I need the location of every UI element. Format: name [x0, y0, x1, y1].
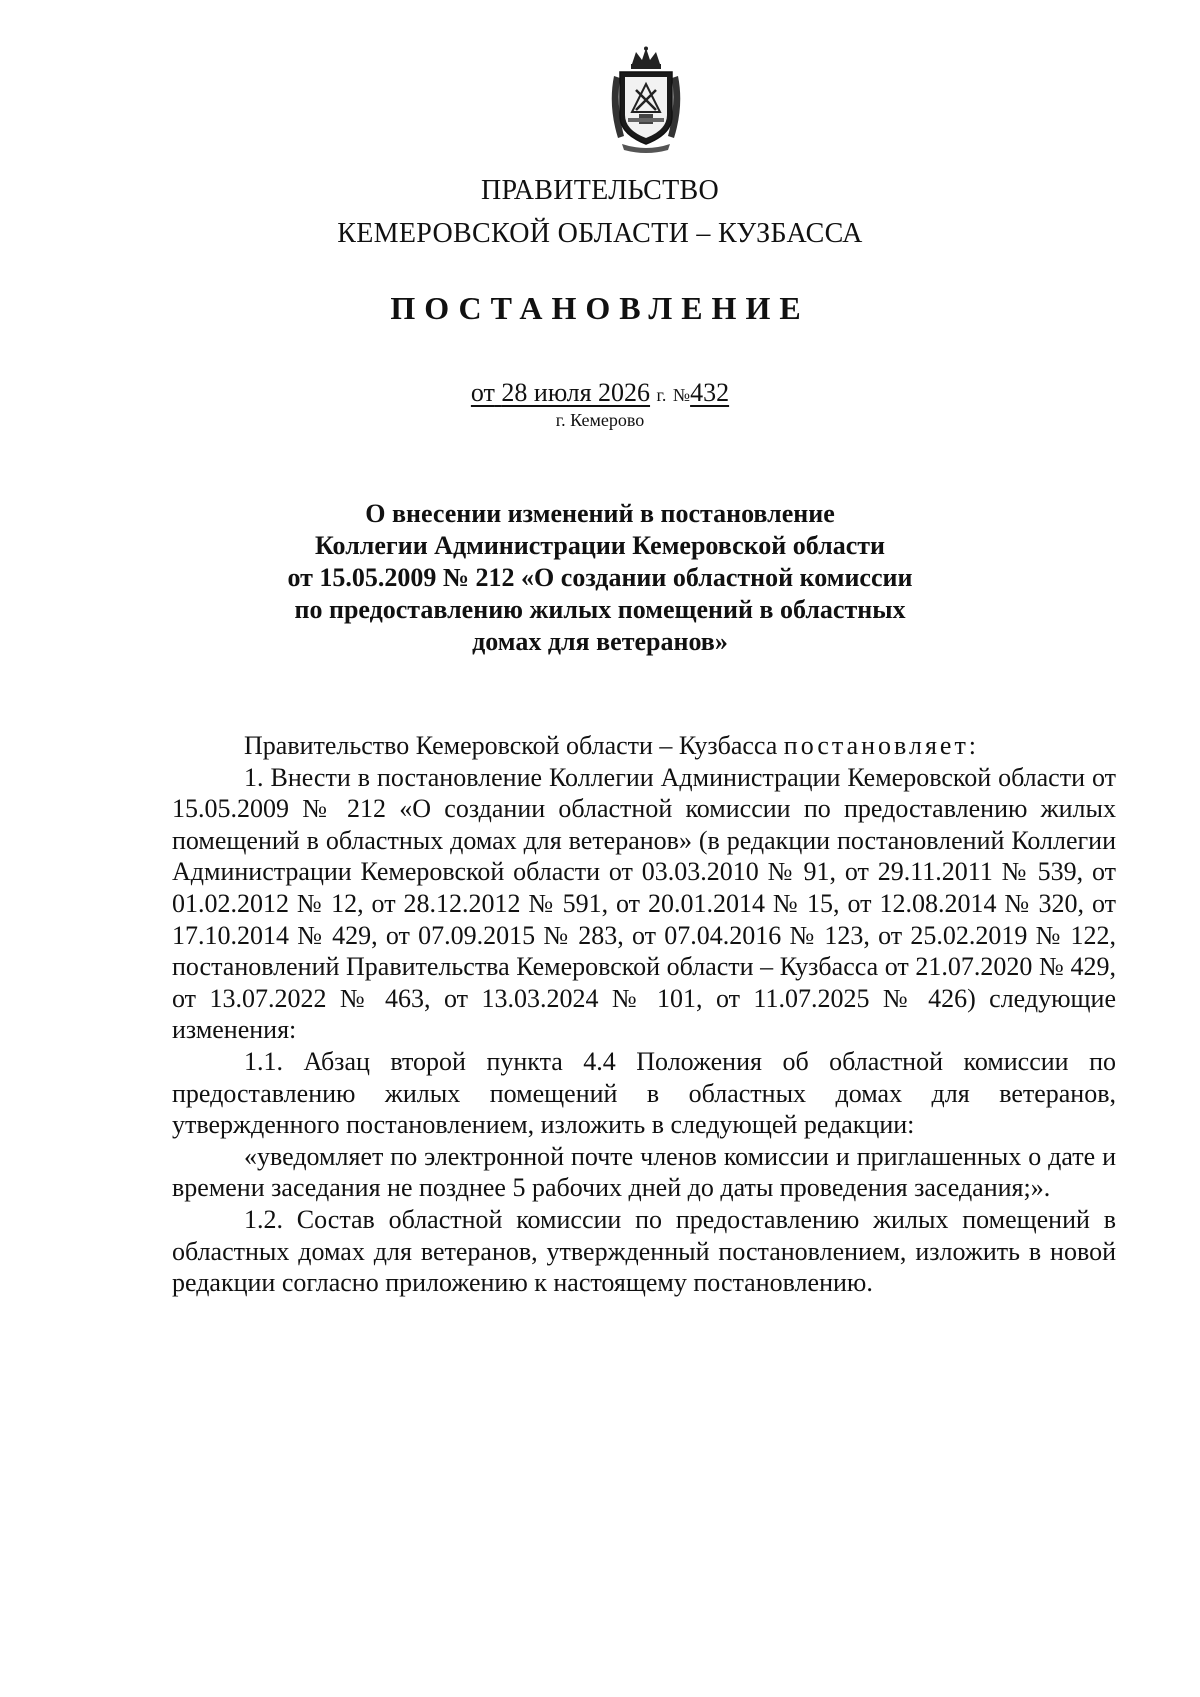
- paragraph-1-2: 1.2. Состав областной комиссии по предоставлению жилых помещений в областных домах для ветеранов, утвержденный постановлением, изложить в новой редакции согласно приложению к настоящему постановлению.: [172, 1204, 1116, 1298]
- issuer-line-1: ПРАВИТЕЛЬСТВО: [480, 175, 720, 206]
- title-line: по предоставлению жилых помещений в областных: [294, 595, 906, 624]
- title-line: от 15.05.2009 № 212 «О создании областной комиссии: [287, 563, 913, 592]
- document-body: [172, 730, 1116, 1299]
- title-line: домах для ветеранов»: [472, 627, 728, 656]
- document-type: ПОСТАНОВЛЕНИЕ: [390, 290, 810, 326]
- preamble: [172, 730, 1116, 762]
- title-line: Коллегии Администрации Кемеровской области: [314, 531, 886, 560]
- title-line: О внесении изменений в постановление: [365, 499, 835, 528]
- document-date: 28 июля 2026: [501, 378, 651, 407]
- paragraph-1-1-quote: «уведомляет по электронной почте членов комиссии и приглашенных о дате и времени заседания не позднее 5 рабочих дней до даты проведения заседания;».: [172, 1141, 1116, 1203]
- document-number: 432: [690, 378, 730, 407]
- preamble-verb: постановляет:: [783, 731, 980, 760]
- date-prefix: от: [470, 378, 495, 407]
- document-title: [0, 498, 1200, 658]
- paragraph-1: 1. Внести в постановление Коллегии Администрации Кемеровской области от 15.05.2009 № 212 «О создании областной комиссии по предоставлению жилых помещений в областных домах для ветеранов» (в редакции постановлений Коллегии Администрации Кемеровской области от 03.03.2010 № 91, от 29.11.2011 № 539, от 01.02.2012 № 12, от 28.12.2012 № 591, от 20.01.2014 № 15, от 12.08.2014 № 320, от 17.10.2014 № 429, от 07.09.2015 № 283, от 07.04.2016 № 123, от 25.02.2019 № 122, постановлений Правительства Кемеровской области – Кузбасса от 21.07.2020 № 429, от 13.07.2022 № 463, от 13.03.2024 № 101, от 11.07.2025 № 426) следующие изменения:: [172, 762, 1116, 1045]
- number-sign: №: [672, 385, 691, 405]
- coat-of-arms-icon: [606, 46, 686, 154]
- city: г. Кемерово: [555, 410, 645, 430]
- year-suffix: г.: [656, 385, 667, 405]
- issuer-line-2: КЕМЕРОВСКОЙ ОБЛАСТИ – КУЗБАССА: [337, 218, 863, 249]
- preamble-text: Правительство Кемеровской области – Кузбасса: [244, 731, 784, 760]
- date-number-line: [0, 378, 1200, 408]
- paragraph-1-1: 1.1. Абзац второй пункта 4.4 Положения об областной комиссии по предоставлению жилых помещений в областных домах для ветеранов, утвержденного постановлением, изложить в следующей редакции:: [172, 1046, 1116, 1140]
